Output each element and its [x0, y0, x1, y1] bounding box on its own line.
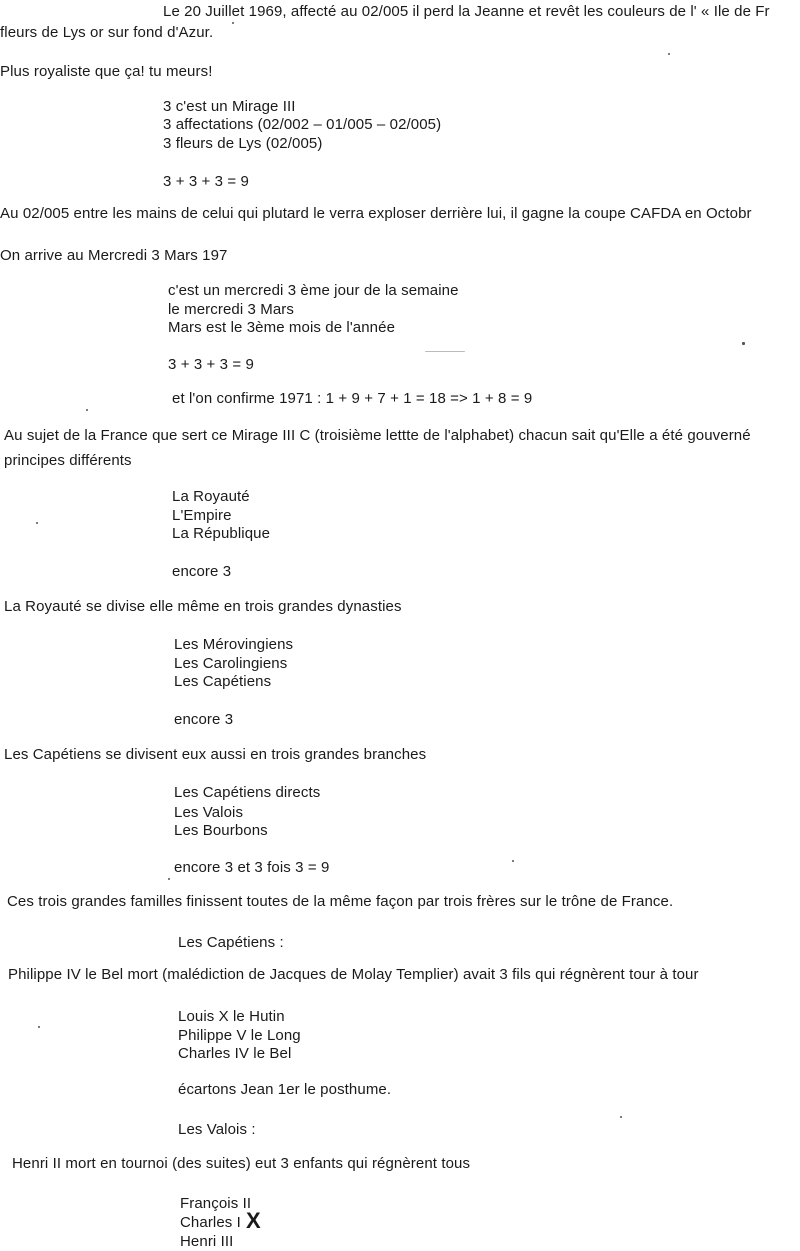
text-line: Charles IV le Bel: [178, 1045, 292, 1062]
text-line: L'Empire: [172, 507, 232, 524]
text-line: Henri II mort en tournoi (des suites) eut 3 enfants qui régnèrent tous: [12, 1155, 471, 1172]
text-line: 3 + 3 + 3 = 9: [163, 173, 249, 190]
scan-speck: [38, 1026, 40, 1028]
text-line: 3 affectations (02/002 – 01/005 – 02/005): [163, 116, 442, 133]
scan-speck: [742, 342, 745, 345]
handwritten-x-mark: X: [246, 1208, 261, 1233]
text-line: principes différents: [4, 452, 132, 469]
text-line: fleurs de Lys or sur fond d'Azur.: [0, 24, 214, 41]
scan-speck: [668, 53, 670, 55]
text-line: Les Bourbons: [174, 822, 268, 839]
text-line: Ces trois grandes familles finissent toutes de la même façon par trois frères sur le trône de France.: [7, 893, 674, 910]
text-line: le mercredi 3 Mars: [168, 301, 294, 318]
text-line: François II: [180, 1195, 252, 1212]
scan-speck: [168, 878, 170, 880]
text-line: Les Valois :: [178, 1121, 256, 1138]
scan-speck: [620, 1116, 622, 1118]
text-line: 3 + 3 + 3 = 9: [168, 356, 254, 373]
text-line: Mars est le 3ème mois de l'année: [168, 319, 396, 336]
scan-speck: [425, 351, 465, 352]
text-line: 3 c'est un Mirage III: [163, 98, 296, 115]
text-line: encore 3: [172, 563, 232, 580]
text-line: 3 fleurs de Lys (02/005): [163, 135, 323, 152]
text-line: Philippe V le Long: [178, 1027, 301, 1044]
text-line: Le 20 Juillet 1969, affecté au 02/005 il perd la Jeanne et revêt les couleurs de l' « Ile de Fr: [163, 3, 770, 20]
text-line: Au sujet de la France que sert ce Mirage III C (troisième lettte de l'alphabet) chacun sait qu'Elle a été gouverné: [4, 427, 751, 444]
text-line: écartons Jean 1er le posthume.: [178, 1081, 392, 1098]
text-line: c'est un mercredi 3 ème jour de la semaine: [168, 282, 459, 299]
text-line: On arrive au Mercredi 3 Mars 197: [0, 247, 228, 264]
text-line: Les Mérovingiens: [174, 636, 294, 653]
scan-speck: [86, 409, 88, 411]
text-line: encore 3: [174, 711, 234, 728]
text-line: Les Capétiens directs: [174, 784, 321, 801]
text-line: La République: [172, 525, 271, 542]
scan-speck: [512, 860, 514, 862]
text-line: Henri III: [180, 1233, 234, 1250]
text-line: Louis X le Hutin: [178, 1008, 285, 1025]
scan-speck: [36, 522, 38, 524]
text-line: et l'on confirme 1971 : 1 + 9 + 7 + 1 = 18 => 1 + 8 = 9: [172, 390, 533, 407]
text-line: Charles I: [180, 1214, 241, 1231]
text-line: Les Capétiens se divisent eux aussi en trois grandes branches: [4, 746, 427, 763]
scan-speck: [232, 22, 234, 24]
text-line: La Royauté se divise elle même en trois grandes dynasties: [4, 598, 402, 615]
text-line: Plus royaliste que ça! tu meurs!: [0, 63, 213, 80]
text-line: Les Carolingiens: [174, 655, 288, 672]
text-line: Au 02/005 entre les mains de celui qui plutard le verra exploser derrière lui, il gagne la coupe CAFDA en Octobr: [0, 205, 752, 222]
text-line: Les Valois: [174, 804, 244, 821]
text-line: La Royauté: [172, 488, 250, 505]
text-line: Les Capétiens: [174, 673, 272, 690]
text-line: Les Capétiens :: [178, 934, 284, 951]
text-line: Philippe IV le Bel mort (malédiction de Jacques de Molay Templier) avait 3 fils qui régnèrent tour à tour: [8, 966, 699, 983]
text-line: encore 3 et 3 fois 3 = 9: [174, 859, 330, 876]
